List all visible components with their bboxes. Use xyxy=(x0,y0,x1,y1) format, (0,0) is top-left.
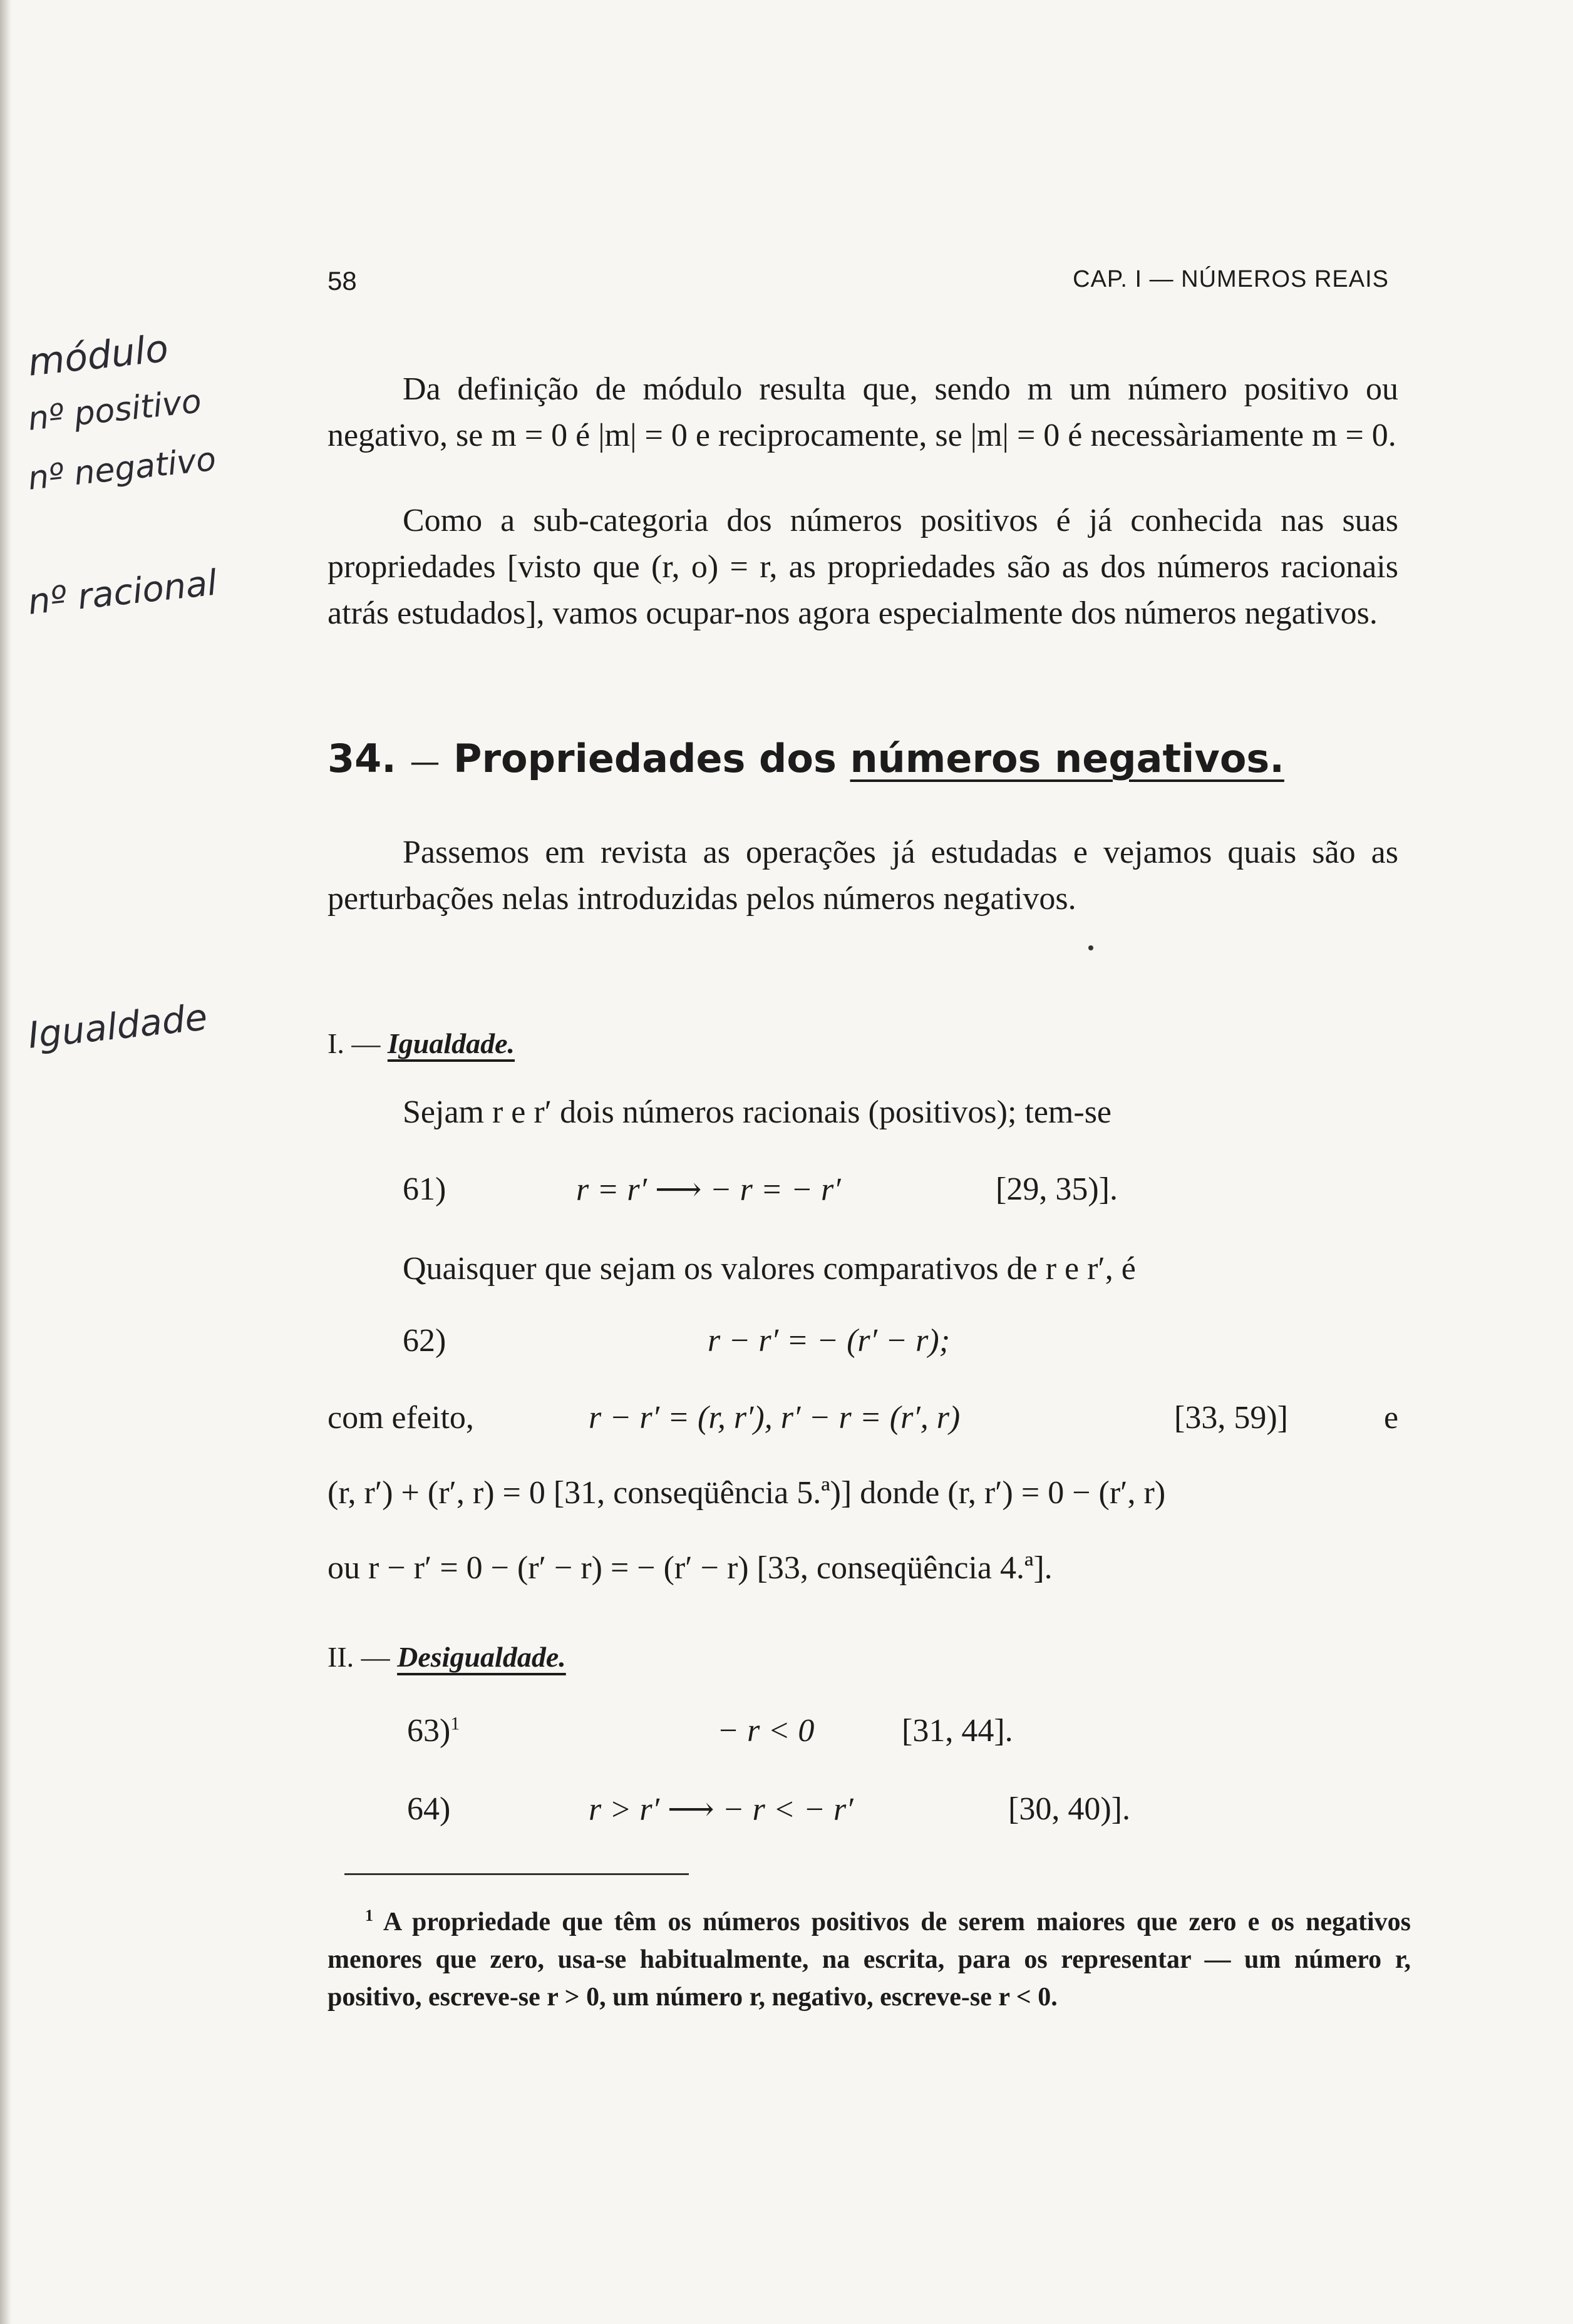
subsection-desigualdade xyxy=(327,1640,566,1674)
equation-63: − r < 0 xyxy=(717,1713,815,1749)
subsection-prefix: I. — xyxy=(327,1027,381,1059)
margin-note-racional: nº racional xyxy=(26,562,219,623)
equation-63-label xyxy=(407,1712,460,1749)
footnote-ref-marker: 1 xyxy=(450,1713,460,1734)
paragraph-intro: Passemos em revista as operações já estudadas e vejamos quais são as perturbações nelas introduzidas pelos números negativos. xyxy=(327,835,1398,917)
footnote xyxy=(327,1897,1411,2016)
effect-ref: [33, 59)] xyxy=(1174,1400,1288,1436)
effect-expression: r − r′ = (r, r′), r′ − r = (r′, r) xyxy=(589,1400,961,1436)
margin-note-modulo: módulo xyxy=(26,326,171,385)
section-title-start: Propriedades dos xyxy=(453,736,850,781)
equation-line-2: (r, r′) + (r′, r) = 0 [31, conseqüência 5.ª)] donde (r, r′) = 0 − (r′, r) xyxy=(327,1475,1166,1511)
footnote-marker: 1 xyxy=(365,1906,373,1925)
subsection-igualdade xyxy=(327,1027,515,1060)
equation-61-label: 61) xyxy=(403,1171,446,1207)
section-title-underlined: números negativos. xyxy=(850,736,1284,781)
subsection-title-2: Desigualdade. xyxy=(397,1641,566,1673)
section-title xyxy=(327,736,1284,781)
subsection-title: Igualdade. xyxy=(387,1027,515,1059)
page-number: 58 xyxy=(327,266,357,296)
margin-note-positivo: nº positivo xyxy=(26,383,204,438)
margin-note-igualdade: Igualdade xyxy=(26,995,210,1057)
subsection-prefix-2: II. — xyxy=(327,1641,390,1673)
footnote-rule xyxy=(344,1873,689,1875)
equation-64: r > r′ ⟶ − r < − r′ xyxy=(589,1792,854,1828)
paragraph-quaisquer: Quaisquer que sejam os valores comparativos de r e r′, é xyxy=(403,1251,1136,1287)
paragraph-subcategoria: Como a sub-categoria dos números positivos é já conhecida nas suas propriedades [visto que (r, o) = r, as propriedades são as dos números racionais atrás estudados], vamos ocupar-nos agora especialmente dos números negativos. xyxy=(327,503,1398,631)
effect-end: e xyxy=(1384,1400,1399,1436)
chapter-heading: CAP. I — NÚMEROS REAIS xyxy=(1073,266,1389,292)
equation-63-number: 63) xyxy=(407,1713,451,1749)
ink-dot xyxy=(1088,945,1093,950)
page-edge-shadow xyxy=(0,0,11,2324)
equation-64-label: 64) xyxy=(407,1791,451,1827)
equation-63-ref: [31, 44]. xyxy=(902,1713,1013,1749)
section-dash: — xyxy=(410,744,440,779)
equation-62-label: 62) xyxy=(403,1323,446,1359)
footnote-text: A propriedade que têm os números positivos de serem maiores que zero e os negativos menores que zero, usa-se habitualmente, na escrita, para os representar — um número r, positivo, escreve-se r > 0, um número r, negativo, escreve-se r < 0. xyxy=(327,1908,1411,2012)
equation-62: r − r′ = − (r′ − r); xyxy=(708,1323,951,1359)
equation-61: r = r′ ⟶ − r = − r′ xyxy=(576,1172,841,1208)
paragraph-sejam: Sejam r e r′ dois números racionais (positivos); tem-se xyxy=(403,1094,1112,1130)
paragraph-modulo: Da definição de módulo resulta que, sendo m um número positivo ou negativo, se m = 0 é |m| = 0 e reciprocamente, se |m| = 0 é necessàriamente m = 0. xyxy=(327,371,1398,453)
equation-line-3: ou r − r′ = 0 − (r′ − r) = − (r′ − r) [33, conseqüência 4.ª]. xyxy=(327,1550,1053,1586)
margin-note-negativo: nº negativo xyxy=(26,440,218,498)
equation-64-ref: [30, 40)]. xyxy=(1008,1791,1130,1827)
section-number: 34. xyxy=(327,736,396,781)
effect-start: com efeito, xyxy=(327,1400,474,1436)
equation-61-ref: [29, 35)]. xyxy=(996,1171,1118,1207)
